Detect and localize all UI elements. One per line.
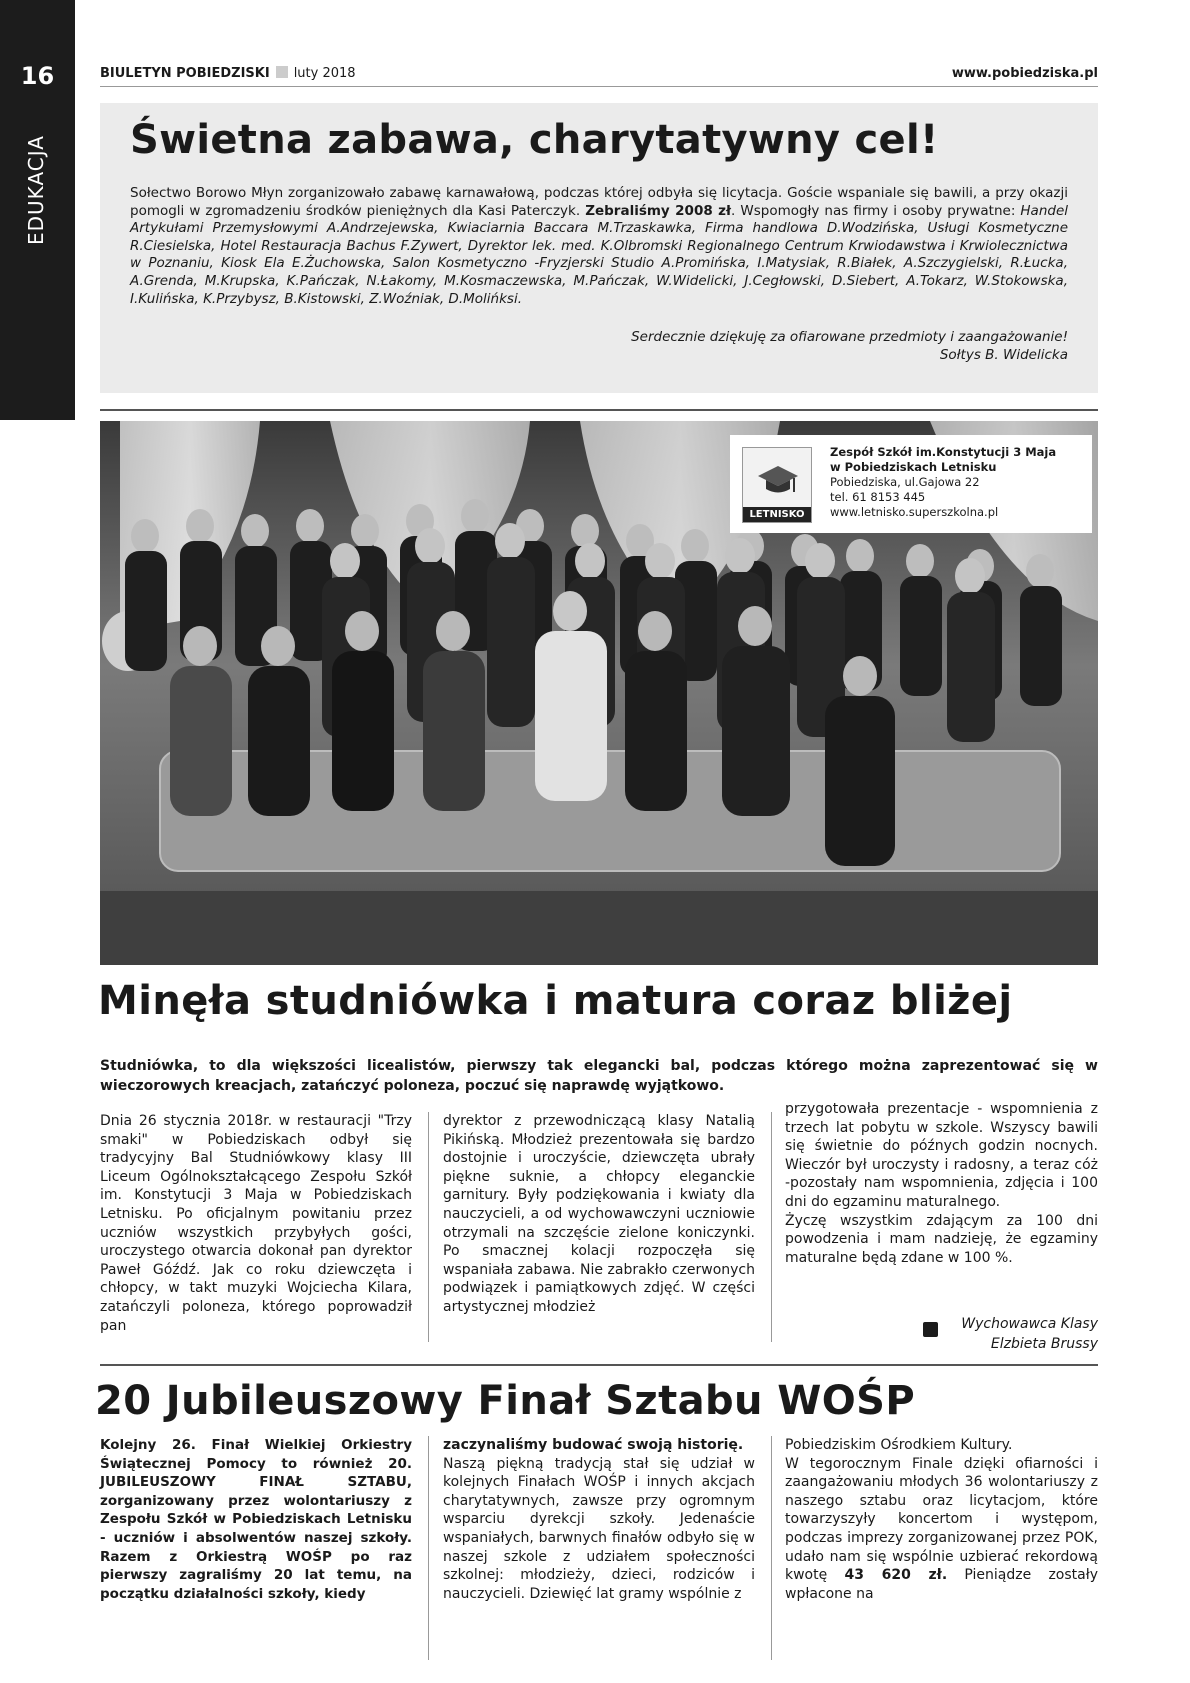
article-prom-column-1: Dnia 26 stycznia 2018r. w restauracji "Trzy smaki" w Pobiedziskach odbył się tradycyjny Bal Studniówkowy klasy III Liceum Ogólnokształcącego Zespołu Szkół im. Konstytucji 3 Maja w Pobiedziskach Letnisku. Po oficjalnym powitaniu przez uczniów wszystkich przybyłych gości, uroczystego otwarcia dokonał pan dyrektor Paweł Góźdź. Jak co roku dziewczęta i chłopcy, w takt muzyki Wojciecha Kilara, zatańczyli poloneza, którego poprowadził pan bbox=[100, 1113, 412, 1334]
wosp-amount: 43 620 zł. bbox=[844, 1567, 948, 1584]
column-divider bbox=[428, 1112, 429, 1342]
article-wosp-column-3 bbox=[785, 1436, 1098, 1603]
wosp-column-3-first: Pobiedziskim Ośrodkiem Kultury. bbox=[785, 1437, 1013, 1453]
wosp-column-3-after: Pieniądze zostały wpłacone na bbox=[785, 1567, 1098, 1602]
publication-name: BIULETYN POBIEDZISKI bbox=[100, 66, 270, 81]
wosp-column-3-text bbox=[785, 1455, 1098, 1604]
prom-signature-role: Wychowawca Klasy bbox=[961, 1316, 1098, 1332]
school-phone: tel. 61 8153 445 bbox=[830, 490, 926, 504]
charity-signature-block bbox=[130, 328, 1068, 364]
prom-column-3-text: przygotowała prezentacje - wspomnienia z trzech lat pobytu w szkole. Wszyscy bawili się świetnie do późnych godzin nocnych. Wieczór był uroczysty i radosny, a teraz cóż -pozostały nam wspomnienia, zdjęcia i 100 dni do egzaminu maturalnego. bbox=[785, 1101, 1098, 1210]
section-label: EDUKACJA bbox=[24, 135, 48, 245]
school-contact bbox=[830, 445, 1056, 520]
article-prom-column-2: dyrektor z przewodniczącą klasy Natalią Pikińską. Młodzież prezentowała się bardzo dostojnie i uroczyście, dziewczęta ubrały piękne suknie, a chłopcy eleganckie garnitury. Były podziękowania i kwiaty dla nauczycieli, a od wychowawczyni uczniowie otrzymali na szczęście zielone koniczynki. Po smacznej kolacji rozpoczęła się wspaniała zabawa. Nie zabrakło czerwonych podwiązek i pamiątkowych zdjęć. W części artystycznej młodzież bbox=[443, 1113, 755, 1315]
school-logo bbox=[742, 447, 812, 523]
school-name-line2: w Pobiedziskach Letnisku bbox=[830, 460, 997, 474]
issue-date: luty 2018 bbox=[293, 66, 356, 81]
article-wosp-column-2 bbox=[443, 1436, 755, 1603]
article-prom-title: Minęła studniówka i matura coraz bliżej bbox=[98, 978, 1013, 1024]
charity-intro-after: . Wspomogły nas firmy i osoby prywatne: bbox=[731, 202, 1021, 219]
page-number: 16 bbox=[20, 62, 55, 90]
section-divider bbox=[100, 409, 1098, 411]
prom-wishes: Życzę wszystkim zdającym za 100 dni powodzenia i mam nadzieję, że egzaminy maturalne będą zdane w 100 %. bbox=[785, 1212, 1098, 1266]
prom-signature bbox=[880, 1314, 1098, 1354]
article-charity-body bbox=[130, 185, 1068, 308]
school-website[interactable]: www.letnisko.superszkolna.pl bbox=[830, 505, 999, 519]
charity-intro: Sołectwo Borowo Młyn zorganizowało zabawę karnawałową, podczas której odbyła się licytacja. Goście wspaniale się bawili, a przy okazji pomogli w zgromadzeniu środków pieniężnych dla Kasi Paterczyk. bbox=[130, 185, 1068, 219]
group-photo bbox=[100, 421, 1098, 965]
running-header bbox=[100, 66, 1098, 88]
header-separator bbox=[276, 66, 288, 78]
column-divider bbox=[771, 1436, 772, 1660]
article-wosp-title: 20 Jubileuszowy Finał Sztabu WOŚP bbox=[95, 1378, 916, 1424]
article-wosp-column-1: Kolejny 26. Finał Wielkiej Orkiestry Świątecznej Pomocy to również 20. JUBILEUSZOWY FINAŁ SZTABU, zorganizowany przez wolontariuszy z Zespołu Szkół w Pobiedziskach Letnisku - uczniów i absolwentów naszej szkoły. Razem z Orkiestrą WOŚP po raz pierwszy zagraliśmy 20 lat temu, na początku działalności szkoły, kiedy bbox=[100, 1437, 412, 1602]
wosp-column-2-text: Naszą piękną tradycją stał się udział w kolejnych Finałach WOŚP i innych akcjach charytatywnych, zawsze przy ogromnym wsparciu dyrekcji szkoły. Jedenaście wspaniałych, barwnych finałów odbyło się w naszej szkole z udziałem społeczności szkolnej: młodzieży, dzieci, rodziców i nauczycieli. Dziewięć lat gramy wspólnie z bbox=[443, 1455, 755, 1602]
header-rule bbox=[100, 86, 1098, 87]
prom-signature-name: Elzbieta Brussy bbox=[990, 1336, 1098, 1352]
school-name-line1: Zespół Szkół im.Konstytucji 3 Maja bbox=[830, 445, 1057, 459]
column-divider bbox=[771, 1112, 772, 1342]
charity-sponsors: Handel Artykułami Przemysłowymi A.Andrzejewska, Kwiaciarnia Baccara M.Trzaskawka, Firma handlowa D.Wodzińska, Usługi Kosmetyczne R.Ciesielska, Hotel Restauracja Bachus F.Zywert, Dyrektor lek. med. K.Olbromski Regionalnego Centrum Krwiodawstwa i Krwiolecznictwa w Poznaniu, Kiosk Ela E.Żuchowska, Salon Kosmetyczno -Fryzjerski Studio A.Promińska, I.Matysiak, R.Białek, A.Szczygielski, R.Łucka, A.Grenda, M.Krupska, K.Pańczak, N.Łakomy, M.Kosmaczewska, M.Pańczak, W.Widelicki, J.Cegłowski, D.Siebert, A.Tokarz, W.Stokowska, I.Kulińska, K.Przybysz, B.Kistowski, Z.Woźniak, D.Molińksi. bbox=[130, 202, 1069, 307]
charity-thanks: Serdecznie dziękuję za ofiarowane przedmioty i zaangażowanie! bbox=[631, 329, 1068, 346]
column-divider bbox=[428, 1436, 429, 1660]
website-link[interactable]: www.pobiedziska.pl bbox=[951, 66, 1098, 81]
school-info-card bbox=[730, 435, 1092, 533]
section-divider bbox=[100, 1364, 1098, 1366]
school-address: Pobiedziska, ul.Gajowa 22 bbox=[830, 475, 980, 489]
wosp-column-2-lead: zaczynaliśmy budować swoją historię. bbox=[443, 1437, 744, 1453]
charity-amount: Zebraliśmy 2008 zł bbox=[585, 202, 732, 219]
graduation-cap-icon bbox=[757, 462, 799, 498]
article-charity-title: Świetna zabawa, charytatywny cel! bbox=[130, 117, 939, 163]
wosp-column-3-body: W tegorocznym Finale dzięki ofiarności i zaangażowaniu młodych 36 wolontariuszy z naszego sztabu oraz licytacjom, które towarzyszyły koncertom i występom, podczas imprezy zorganizowanej przez POK, udało nam się wspólnie uzbierać rekordową kwotę bbox=[785, 1455, 1098, 1584]
article-prom-lead: Studniówka, to dla większości licealistów, pierwszy tak elegancki bal, podczas którego można zaprezentować się w wieczorowych kreacjach, zatańczyć poloneza, poczuć się naprawdę wyjątkowo. bbox=[100, 1058, 1098, 1094]
charity-signature: Sołtys B. Widelicka bbox=[939, 347, 1068, 364]
article-charity-box bbox=[100, 103, 1098, 393]
school-logo-label: LETNISKO bbox=[743, 507, 811, 522]
article-prom-column-3 bbox=[785, 1100, 1098, 1267]
